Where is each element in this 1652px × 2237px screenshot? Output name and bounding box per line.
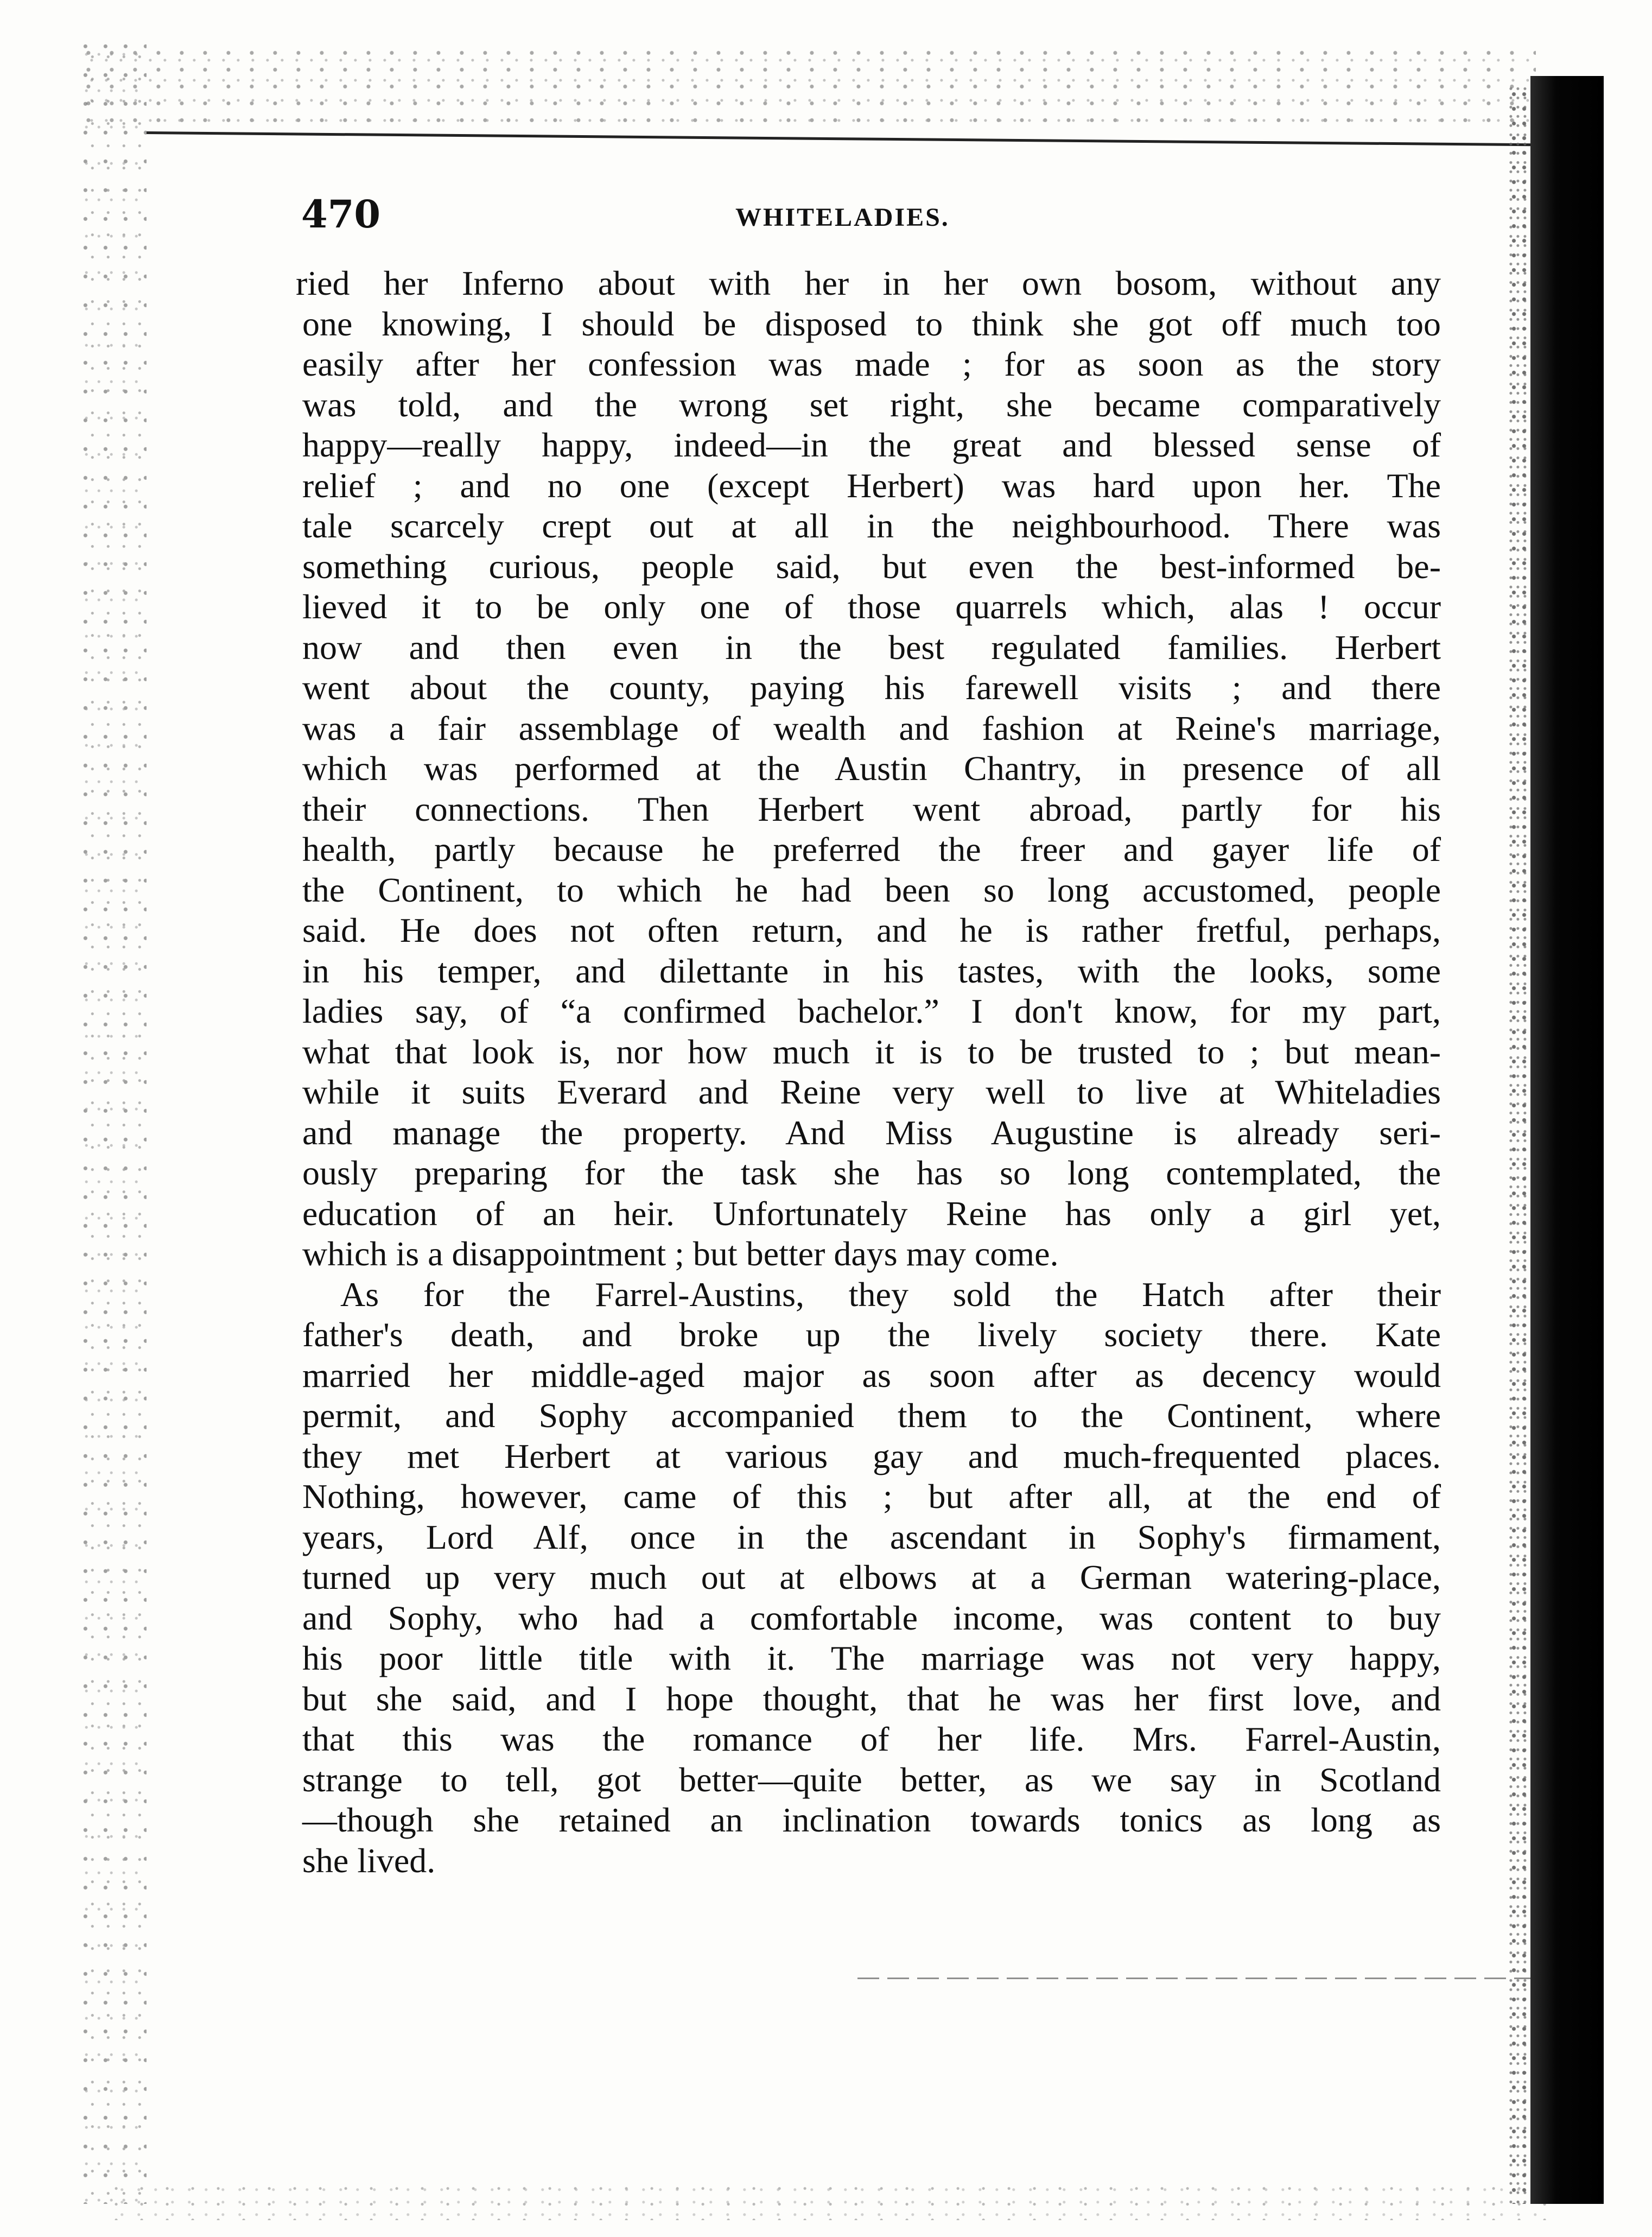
text-line: his poor little title with it. The marriage was not very happy, <box>302 1639 1441 1677</box>
text-line: was a fair assemblage of wealth and fashion at Reine's marriage, <box>302 708 1441 747</box>
text-line: permit, and Sophy accompanied them to the Continent, where <box>302 1396 1441 1435</box>
text-line: ladies say, of “a confirmed bachelor.” I don't know, for my part, <box>302 992 1441 1030</box>
text-line: their connections. Then Herbert went abroad, partly for his <box>302 789 1441 828</box>
text-line: tale scarcely crept out at all in the neighbourhood. There was <box>302 506 1441 545</box>
text-line: Nothing, however, came of this ; but after all, at the end of <box>302 1477 1441 1516</box>
text-line: which is a disappointment ; but better days may come. <box>302 1234 1059 1273</box>
text-line: said. He does not often return, and he is rather fretful, perhaps, <box>302 911 1441 949</box>
text-line: in his temper, and dilettante in his tastes, with the looks, some <box>302 951 1441 990</box>
text-line: education of an heir. Unfortunately Reine has only a girl yet, <box>302 1194 1441 1233</box>
text-line: and manage the property. And Miss Augustine is already seri- <box>302 1113 1441 1152</box>
text-line: happy—really happy, indeed—in the great and blessed sense of <box>302 426 1441 464</box>
text-line: As for the Farrel-Austins, they sold the Hatch after their <box>340 1275 1441 1314</box>
text-line: went about the county, paying his farewell visits ; and there <box>302 668 1441 707</box>
text-line: father's death, and broke up the lively society there. Kate <box>302 1315 1441 1354</box>
text-line: they met Herbert at various gay and much-frequented places. <box>302 1436 1441 1475</box>
scan-edge-bottom <box>109 2182 1547 2220</box>
page-number: 470 <box>301 192 381 237</box>
text-line: strange to tell, got better—quite better, as we say in Scotland <box>302 1760 1441 1799</box>
scan-edge-left <box>81 43 147 2204</box>
text-line: relief ; and no one (except Herbert) was hard upon her. The <box>302 466 1441 505</box>
text-line: years, Lord Alf, once in the ascendant in Sophy's firmament, <box>302 1517 1441 1556</box>
text-line: something curious, people said, but even the best-informed be- <box>302 547 1441 586</box>
text-line: but she said, and I hope thought, that he was her first love, and <box>302 1679 1441 1718</box>
body-text <box>296 263 1441 1881</box>
text-line: lieved it to be only one of those quarrels which, alas ! occur <box>302 587 1441 626</box>
text-line: one knowing, I should be disposed to think she got off much too <box>302 304 1441 343</box>
binding-shadow <box>1530 76 1604 2204</box>
paragraph-1 <box>296 263 1441 1275</box>
text-line: while it suits Everard and Reine very well to live at Whiteladies <box>302 1073 1441 1111</box>
text-line: she lived. <box>302 1841 436 1880</box>
text-line: easily after her confession was made ; for as soon as the story <box>302 345 1441 383</box>
running-head <box>301 187 1441 242</box>
text-line: and Sophy, who had a comfortable income, was content to buy <box>302 1598 1441 1637</box>
text-line: ried her Inferno about with her in her own bosom, without any <box>296 264 1441 302</box>
scan-edge-top <box>81 46 1536 122</box>
paragraph-2 <box>296 1275 1441 1881</box>
text-line: now and then even in the best regulated families. Herbert <box>302 628 1441 667</box>
text-line: ously preparing for the task she has so long contemplated, the <box>302 1154 1441 1192</box>
text-line: —though she retained an inclination towards tonics as long as <box>302 1801 1441 1839</box>
text-line: the Continent, to which he had been so long accustomed, people <box>302 870 1441 909</box>
text-line: health, partly because he preferred the freer and gayer life of <box>302 830 1441 869</box>
text-line: married her middle-aged major as soon after as decency would <box>302 1355 1441 1395</box>
text-line: turned up very much out at elbows at a German watering-place, <box>302 1558 1441 1596</box>
text-line: what that look is, nor how much it is to be trusted to ; but mean- <box>302 1032 1441 1071</box>
text-line: that this was the romance of her life. Mrs. Farrel-Austin, <box>302 1720 1441 1758</box>
footer-rule <box>857 1978 1530 1979</box>
running-title: WHITELADIES. <box>735 203 950 232</box>
text-line: was told, and the wrong set right, she became comparatively <box>302 385 1441 424</box>
header-rule <box>147 131 1579 147</box>
text-line: which was performed at the Austin Chantry, in presence of all <box>302 749 1441 788</box>
